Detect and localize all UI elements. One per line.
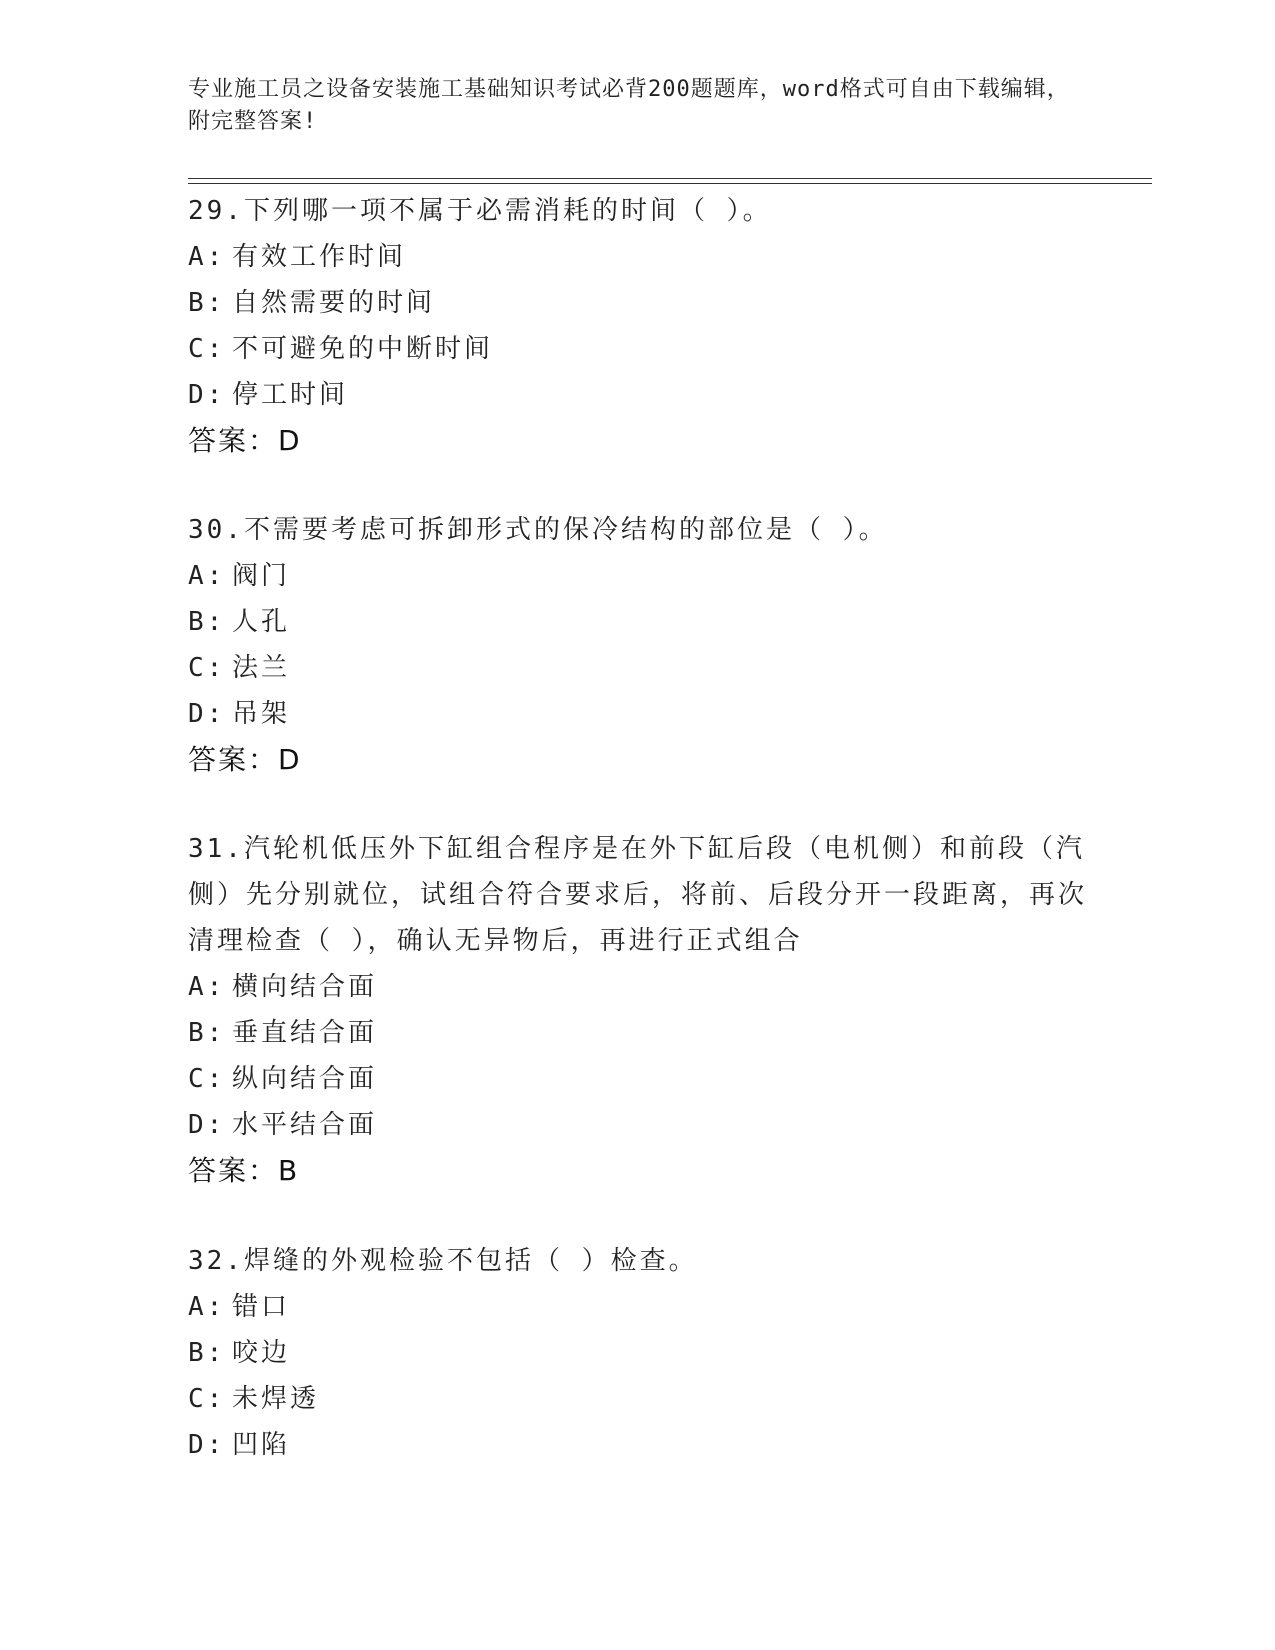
option-key: B: — [188, 607, 226, 637]
option-c — [188, 1376, 1088, 1422]
document-title: 专业施工员之设备安装施工基础知识考试必背200题题库，word格式可自由下载编辑，附完整答案! — [188, 77, 1070, 134]
option-text: 法兰 — [232, 653, 291, 683]
option-key: D: — [188, 1430, 226, 1460]
header-divider-bottom — [188, 183, 1152, 184]
option-text: 咬边 — [232, 1338, 291, 1368]
option-text: 停工时间 — [232, 380, 349, 410]
option-key: B: — [188, 1338, 226, 1368]
option-b — [188, 599, 1088, 645]
option-key: A: — [188, 972, 226, 1002]
option-key: C: — [188, 1064, 226, 1094]
question-stem: 29.下列哪一项不属于必需消耗的时间（ ）。 — [188, 196, 772, 226]
option-text: 错口 — [232, 1292, 291, 1322]
option-text: 阀门 — [232, 561, 291, 591]
option-c — [188, 1056, 1088, 1102]
question-stem: 30.不需要考虑可拆卸形式的保冷结构的部位是（ ）。 — [188, 515, 888, 545]
answer-line: 答案：D — [188, 743, 302, 776]
question-32 — [188, 1238, 1088, 1468]
question-30 — [188, 507, 1088, 783]
question-29 — [188, 188, 1088, 464]
option-a — [188, 553, 1088, 599]
option-b — [188, 1330, 1088, 1376]
option-a — [188, 234, 1088, 280]
option-text: 自然需要的时间 — [232, 288, 436, 318]
option-text: 吊架 — [232, 699, 291, 729]
option-text: 未焊透 — [232, 1384, 320, 1414]
option-text: 有效工作时间 — [232, 242, 407, 272]
option-key: C: — [188, 334, 226, 364]
option-text: 不可避免的中断时间 — [232, 334, 494, 364]
question-stem: 32.焊缝的外观检验不包括（ ）检查。 — [188, 1246, 698, 1276]
question-stem: 31.汽轮机低压外下缸组合程序是在外下缸后段（电机侧）和前段（汽侧）先分别就位，试组合符合要求后，将前、后段分开一段距离，再次清理检查（ ），确认无异物后，再进行正式组合 — [188, 834, 1088, 956]
option-a — [188, 1284, 1088, 1330]
option-text: 纵向结合面 — [232, 1064, 378, 1094]
option-text: 横向结合面 — [232, 972, 378, 1002]
answer-line: 答案：D — [188, 424, 302, 457]
option-key: B: — [188, 288, 226, 318]
option-d — [188, 372, 1088, 418]
option-b — [188, 1010, 1088, 1056]
header-divider-top — [188, 178, 1152, 179]
option-text: 凹陷 — [232, 1430, 291, 1460]
option-d — [188, 691, 1088, 737]
option-b — [188, 280, 1088, 326]
option-key: D: — [188, 380, 226, 410]
option-key: A: — [188, 242, 226, 272]
option-key: C: — [188, 1384, 226, 1414]
answer-line: 答案：B — [188, 1154, 300, 1187]
option-key: C: — [188, 653, 226, 683]
option-c — [188, 326, 1088, 372]
question-31 — [188, 826, 1088, 1194]
option-key: D: — [188, 699, 226, 729]
option-key: B: — [188, 1018, 226, 1048]
option-d — [188, 1422, 1088, 1468]
option-text: 水平结合面 — [232, 1110, 378, 1140]
option-key: A: — [188, 561, 226, 591]
option-c — [188, 645, 1088, 691]
option-key: D: — [188, 1110, 226, 1140]
option-key: A: — [188, 1292, 226, 1322]
option-a — [188, 964, 1088, 1010]
option-d — [188, 1102, 1088, 1148]
option-text: 垂直结合面 — [232, 1018, 378, 1048]
option-text: 人孔 — [232, 607, 291, 637]
